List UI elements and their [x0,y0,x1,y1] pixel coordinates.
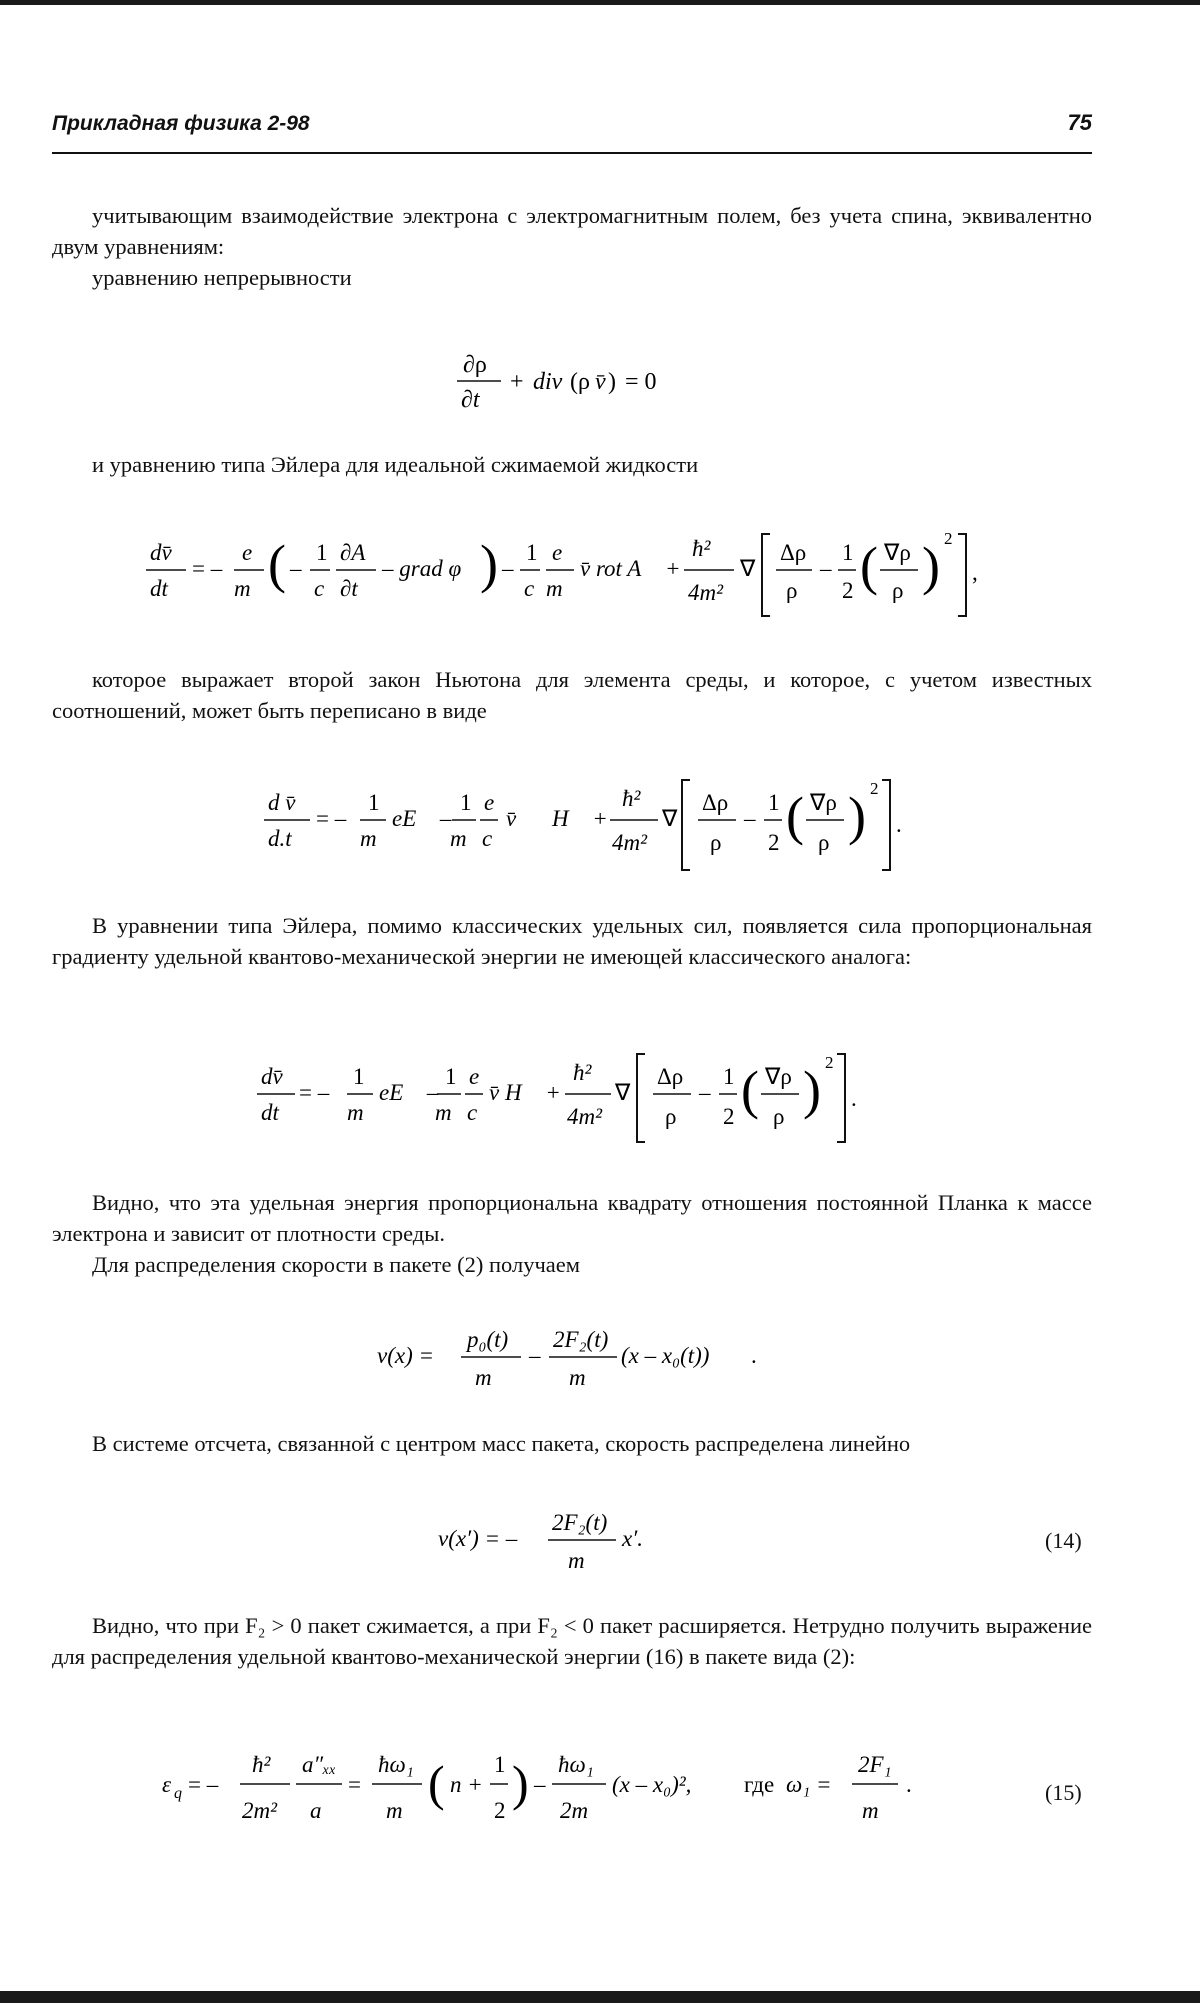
svg-text:Δρ: Δρ [780,540,807,565]
svg-text:): ) [608,369,616,395]
svg-text:m: m [435,1100,452,1125]
svg-text:= –: = – [192,556,223,581]
svg-text:ρ: ρ [786,578,798,603]
svg-text:q: q [174,1785,182,1802]
paragraph-5: В уравнении типа Эйлера, помимо классических удельных сил, появляется сила пропорциональная градиенту удельной квантово-механической энергии не имеющей классического аналога: [52,913,1092,969]
svg-text:1: 1 [526,540,538,565]
svg-text:p₀(t): p₀(t) [467,1327,509,1352]
svg-text:m: m [475,1365,492,1390]
paragraph-4: которое выражает второй закон Ньютона для элемента среды, и которое, с учетом известных соотношений, может быть переписано в виде [52,667,1092,723]
svg-text:2: 2 [825,1053,834,1072]
svg-text:a″ₓₓ: a″ₓₓ [302,1752,337,1777]
svg-text:m: m [569,1365,586,1390]
svg-text:.: . [851,1086,857,1111]
svg-text:4m²: 4m² [567,1104,603,1129]
equation-15-where: где [744,1772,775,1797]
svg-text:d.t: d.t [268,826,292,851]
page-number: 75 [1067,110,1092,135]
svg-text:v(x′) = –: v(x′) = – [438,1526,518,1551]
svg-text:1: 1 [768,790,780,815]
svg-text:m: m [234,576,251,601]
svg-text:–: – [290,556,302,581]
svg-text:–: – [529,1343,541,1368]
svg-text:): ) [480,534,498,594]
svg-text:4m²: 4m² [612,830,648,855]
svg-text:v(x) =: v(x) = [377,1343,435,1368]
svg-text:2F₁: 2F₁ [858,1752,892,1777]
svg-text:m: m [450,826,467,851]
svg-text:–: – [820,556,832,581]
svg-text:= –: = – [188,1772,219,1797]
header-rule [52,152,1092,154]
svg-text:2F₂(t): 2F₂(t) [552,1510,608,1535]
svg-text:m: m [360,826,377,851]
svg-text:=: = [348,1772,361,1797]
svg-text:ρ: ρ [773,1104,785,1129]
svg-text:2: 2 [494,1798,506,1823]
svg-text:a: a [310,1798,322,1823]
svg-text:1: 1 [316,540,328,565]
svg-text:.: . [906,1772,912,1797]
svg-text:2: 2 [723,1104,735,1129]
svg-text:= 0: = 0 [625,369,657,395]
svg-text:H⃗ +: H⃗ + [552,806,608,831]
svg-text:div: div [533,369,563,395]
svg-text:ε: ε [162,1772,172,1797]
equation-euler-3 [255,1048,895,1152]
svg-text:∂t: ∂t [461,387,480,413]
paragraph-6: Видно, что эта удельная энергия пропорциональна квадрату отношения постоянной Планка к массе электрона и зависит от плотности среды. [52,1190,1092,1246]
svg-text:Δρ: Δρ [657,1064,684,1089]
equation-euler-2 [262,770,922,884]
svg-text:): ) [512,1755,529,1811]
svg-text:d v̄: d v̄ [268,790,296,815]
svg-text:m: m [546,576,563,601]
svg-text:2: 2 [870,779,879,798]
svg-text:ħω₁: ħω₁ [558,1752,594,1777]
svg-text:–: – [699,1080,711,1105]
svg-text:dv̄: dv̄ [150,540,172,565]
paragraph-9: Видно, что при F₂ > 0 пакет сжимается, а при F₂ < 0 пакет расширяется. Нетрудно получить выражение для распределения удельной квантово-механической энергии (16) в пакете вида (2): [52,1613,1092,1669]
svg-text:= –: = – [316,806,347,831]
svg-text:ρ: ρ [665,1104,677,1129]
svg-text:2: 2 [842,578,854,603]
svg-text:e: e [469,1064,480,1089]
svg-text:(x – x₀)²,: (x – x₀)², [612,1772,692,1797]
equation-15 [160,1738,940,1842]
svg-text:2m²: 2m² [242,1798,278,1823]
equation-velocity [375,1315,795,1409]
svg-text:c: c [524,576,535,601]
svg-text:(: ( [741,1060,759,1120]
equation-continuity [455,345,715,419]
svg-text:dt: dt [150,576,168,601]
paragraph-8: В системе отсчета, связанной с центром масс пакета, скорость распределена линейно [92,1431,911,1456]
svg-text:m: m [386,1798,403,1823]
svg-text:1: 1 [460,790,472,815]
svg-text:ħ²: ħ² [692,536,711,561]
svg-text:Δρ: Δρ [702,790,729,815]
svg-text:∂A⃗: ∂A⃗ [340,540,384,565]
svg-text:m: m [347,1100,364,1125]
svg-text:∇: ∇ [615,1080,631,1105]
svg-text:v̄ rot A⃗ +: v̄ rot A⃗ + [580,556,681,581]
svg-text:(x – x₀(t)): (x – x₀(t)) [621,1343,710,1368]
svg-text:.: . [751,1343,757,1368]
svg-text:ρ: ρ [818,830,830,855]
svg-text:eE⃗ –: eE⃗ – [379,1080,439,1105]
svg-text:∇ρ: ∇ρ [765,1064,792,1089]
svg-text:–: – [502,556,514,581]
svg-text:2F₂(t): 2F₂(t) [553,1327,609,1352]
svg-text:c: c [314,576,325,601]
svg-text:m: m [568,1548,585,1573]
svg-text:∇: ∇ [740,556,756,581]
svg-text:): ) [803,1060,821,1120]
svg-text:e: e [552,540,563,565]
svg-text:eE⃗ –: eE⃗ – [392,806,452,831]
svg-text:∂ρ: ∂ρ [463,352,487,378]
equation-15-number: (15) [1045,1780,1082,1805]
svg-text:ħ²: ħ² [573,1060,592,1085]
svg-text:c: c [482,826,493,851]
svg-text:x′.: x′. [622,1526,643,1551]
svg-text:,: , [972,560,978,585]
svg-text:4m²: 4m² [688,580,724,605]
equation-14 [436,1498,696,1592]
svg-text:∂t: ∂t [340,576,358,601]
scan-bottom-border [0,1991,1200,2003]
svg-text:(ρ: (ρ [570,369,590,395]
svg-text:.: . [896,812,902,837]
equation-euler-1 [140,520,1020,634]
svg-text:ħ²: ħ² [252,1752,271,1777]
svg-text:(: ( [786,786,804,846]
svg-text:2: 2 [768,830,780,855]
svg-text:v̄: v̄ [506,806,517,831]
svg-text:–: – [534,1772,546,1797]
svg-text:1: 1 [842,540,854,565]
svg-text:v̄: v̄ [595,369,606,395]
svg-text:∇: ∇ [662,806,678,831]
svg-text:2m: 2m [560,1798,589,1823]
svg-text:(: ( [428,1755,445,1811]
svg-text:v̄ H⃗ +: v̄ H⃗ + [489,1080,561,1105]
svg-text:m: m [862,1798,879,1823]
svg-text:–: – [744,806,756,831]
svg-text:2: 2 [944,529,953,548]
svg-text:c: c [467,1100,478,1125]
svg-text:(: ( [860,536,878,596]
svg-text:ρ: ρ [710,830,722,855]
svg-text:e: e [484,790,495,815]
svg-text:1: 1 [368,790,380,815]
paragraph-7: Для распределения скорости в пакете (2) получаем [92,1252,580,1277]
svg-text:+: + [510,369,524,395]
svg-text:1: 1 [353,1064,365,1089]
svg-text:(: ( [268,534,286,594]
paragraph-2: уравнению непрерывности [92,265,352,290]
svg-text:ω₁ =: ω₁ = [786,1772,832,1797]
svg-text:∇ρ: ∇ρ [810,790,837,815]
svg-text:ρ: ρ [892,578,904,603]
svg-text:ħω₁: ħω₁ [378,1752,414,1777]
scan-top-border [0,0,1200,5]
svg-text:1: 1 [494,1752,506,1777]
equation-14-number: (14) [1045,1528,1082,1553]
running-title: Прикладная физика 2-98 [52,112,310,135]
svg-text:1: 1 [723,1064,735,1089]
svg-text:∇ρ: ∇ρ [884,540,911,565]
svg-text:e: e [242,540,253,565]
svg-text:dv̄: dv̄ [261,1064,283,1089]
svg-text:n +: n + [450,1772,483,1797]
paragraph-1: учитывающим взаимодействие электрона с электромагнитным полем, без учета спина, эквивалентно двум уравнениям: [52,203,1092,259]
svg-text:1: 1 [445,1064,457,1089]
svg-text:– grad φ: – grad φ [382,556,462,581]
paragraph-3: и уравнению типа Эйлера для идеальной сжимаемой жидкости [92,452,699,477]
svg-text:dt: dt [261,1100,279,1125]
svg-text:ħ²: ħ² [622,786,641,811]
svg-text:= –: = – [299,1080,330,1105]
svg-text:): ) [848,786,866,846]
svg-text:): ) [922,536,940,596]
